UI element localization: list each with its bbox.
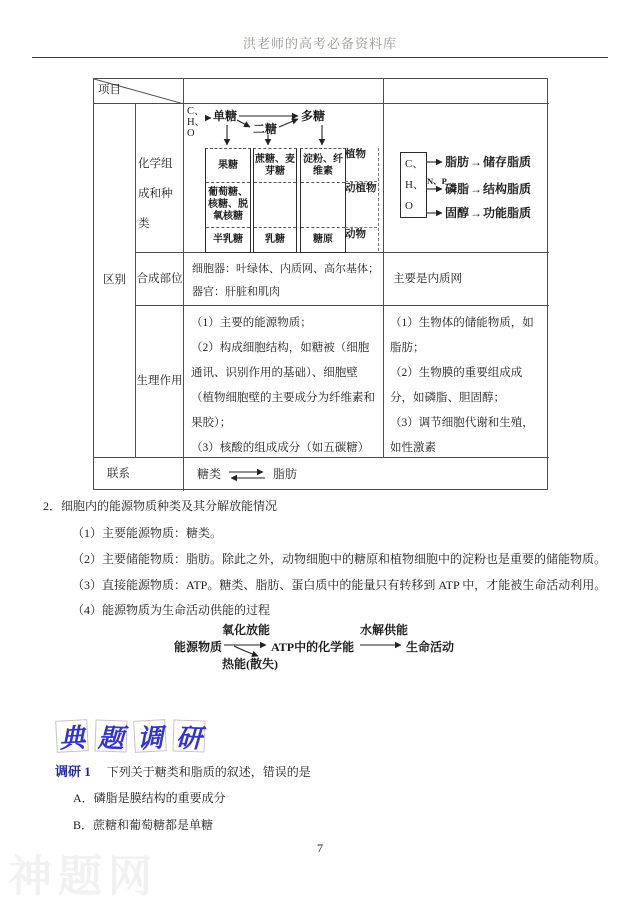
row-label-synthesis: 合成部位 <box>136 253 184 306</box>
row-label-composition: 化学组成和种类 <box>136 104 184 253</box>
energy-source-label: 能源物质 <box>174 640 223 654</box>
atp-energy-label: ATP中的化学能 <box>271 640 355 654</box>
mono-examples-box <box>205 148 251 253</box>
header-cell-lipid <box>384 79 549 104</box>
header-title: 洪老师的高考必备资料库 <box>242 36 397 51</box>
energy-flow-diagram <box>160 615 490 673</box>
function-lipid-item: （2）生物膜的重要组成成分，如磷脂、胆固醇； <box>390 367 523 404</box>
arrow-right-icon: → <box>470 155 483 169</box>
option-label: B． <box>73 818 94 832</box>
empty-cell <box>301 182 345 227</box>
question-line <box>55 761 311 781</box>
function-lipid-cell <box>384 306 549 457</box>
monosaccharide-label: 单糖 <box>213 109 238 123</box>
organism-labels-column <box>345 148 377 251</box>
polysaccharide-label: 多糖 <box>301 109 326 123</box>
section-heading: 2．细胞内的能源物质种类及其分解放能情况 <box>43 499 278 513</box>
disaccharide-label: 二糖 <box>253 122 278 136</box>
arrow-right-icon: → <box>470 206 483 220</box>
function-sugar-item: （1）主要的能源物质； <box>191 317 312 329</box>
section-item: （1）主要能源物质：糖类。 <box>72 526 223 540</box>
header-divider <box>32 57 608 58</box>
banner-char: 典 <box>55 719 89 753</box>
option-b <box>73 816 213 833</box>
fructose: 果糖 <box>218 159 238 171</box>
cho-elements-box: C、 H、 O <box>400 152 427 218</box>
oxidation-label: 氧化放能 <box>222 623 271 637</box>
life-activity-label: 生命活动 <box>406 640 455 654</box>
option-a <box>73 789 226 806</box>
lactose: 乳糖 <box>254 227 296 252</box>
question-tag: 调研 1 <box>55 764 91 779</box>
phospholipid-row: 磷脂→结构脂质 <box>445 182 532 196</box>
di-examples-box <box>253 148 297 253</box>
animal-label: 动物 <box>345 227 377 253</box>
connection-cell <box>184 457 549 491</box>
fat-row: 脂肪→储存脂质 <box>445 155 532 169</box>
synthesis-sugar-cell: 细胞器：叶绿体、内质网、高尔基体；器官：肝脏和肌肉 <box>184 253 384 306</box>
plant-animal-label: 动植物 <box>345 181 377 227</box>
starch-cellulose: 淀粉、纤维素 <box>303 153 343 177</box>
cho-elements-label: C、 H、 O <box>187 106 206 139</box>
section-item: （3）直接能源物质：ATP。糖类、脂肪、蛋白质中的能量只有转移到 ATP 中，才能被生命活动利用。 <box>72 578 607 592</box>
table-corner-cell <box>94 79 184 104</box>
option-label: A． <box>73 791 94 805</box>
function-lipid-item: （1）生物体的储能物质，如脂肪； <box>390 317 534 354</box>
sterol-row: 固醇→功能脂质 <box>445 206 532 220</box>
connection-right: 脂肪 <box>273 466 298 481</box>
empty-cell <box>254 182 296 227</box>
synthesis-lipid-cell: 主要是内质网 <box>384 253 549 306</box>
lipid-diagram-cell <box>384 104 549 253</box>
plant-label: 植物 <box>345 149 366 160</box>
row-label-distinction: 区别 <box>94 104 136 457</box>
watermark: 神题网 <box>8 852 158 901</box>
banner-char: 研 <box>172 719 205 752</box>
sugar-diagram-cell <box>184 104 384 253</box>
function-lipid-item: （3）调节细胞代谢和生殖，如性激素 <box>390 417 534 454</box>
dashed-right-edge <box>378 148 379 251</box>
glucose-ribose-deoxyribose: 葡萄糖、核糖、脱氧核糖 <box>206 182 250 227</box>
function-sugar-item: （3）核酸的组成成分（如五碳糖） <box>191 442 370 454</box>
section-item: （2）主要储能物质：脂肪。除此之外，动物细胞中的糖原和植物细胞中的淀粉也是重要的储能物质。 <box>72 552 607 566</box>
option-text: 蔗糖和葡萄糖都是单糖 <box>93 818 214 832</box>
poly-examples-box <box>300 148 346 253</box>
hydrolysis-label: 水解供能 <box>360 623 409 637</box>
heat-loss-label: 热能(散失) <box>222 657 278 671</box>
banner-char: 题 <box>94 719 127 752</box>
page-number: 7 <box>317 841 323 855</box>
glycogen: 糖原 <box>301 227 345 252</box>
exercise-banner <box>56 720 205 752</box>
header-cell-sugar <box>184 79 384 104</box>
galactose: 半乳糖 <box>206 227 250 252</box>
function-sugar-cell <box>184 306 384 457</box>
connection-left: 糖类 <box>197 466 222 481</box>
row-label-function: 生理作用 <box>136 306 184 457</box>
row-label-connection: 联系 <box>94 457 184 491</box>
corner-label: 项目 <box>98 84 121 96</box>
np-label: N、P <box>427 176 447 186</box>
banner-char: 调 <box>133 719 167 753</box>
sucrose-maltose: 蔗糖、麦芽糖 <box>255 153 295 177</box>
reversible-arrow-icon <box>226 467 268 483</box>
arrow-right-icon: → <box>470 182 483 196</box>
section-item: （4）能源物质为生命活动供能的过程 <box>72 603 271 617</box>
function-sugar-item: （2）构成细胞结构，如糖被（细胞通讯、识别作用的基础）、细胞壁（植物细胞壁的主要成分为纤维素和果胶）； <box>191 342 375 429</box>
question-text: 下列关于糖类和脂质的叙述，错误的是 <box>106 765 311 779</box>
option-text: 磷脂是膜结构的重要成分 <box>93 791 226 805</box>
comparison-table <box>93 78 548 490</box>
